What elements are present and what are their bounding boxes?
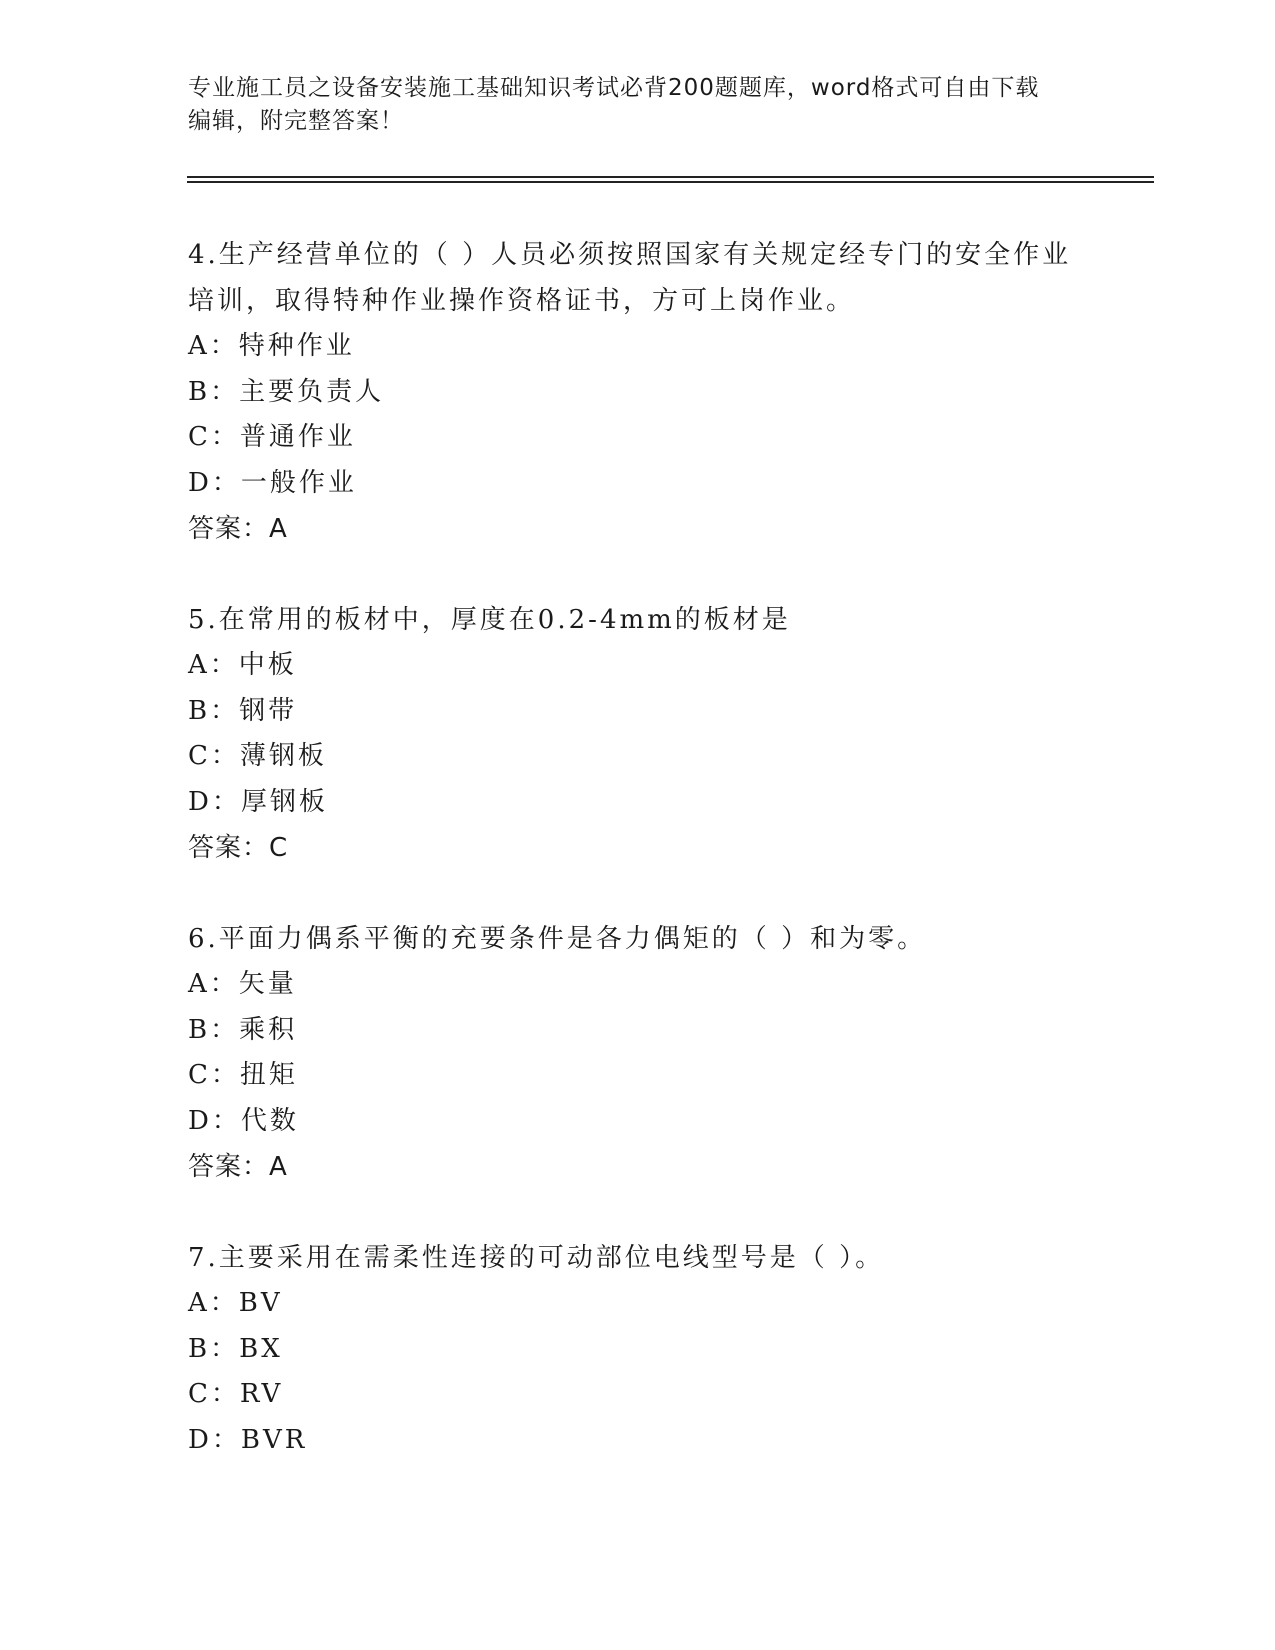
option-key: C：	[188, 1379, 240, 1409]
option-text: 扭矩	[239, 1060, 298, 1090]
option-list	[188, 1281, 1088, 1463]
option-key: D：	[188, 467, 241, 498]
option-text: 普通作业	[239, 422, 356, 452]
option-a	[188, 324, 1088, 370]
option-b	[188, 1327, 1088, 1373]
option-key: C：	[188, 422, 240, 452]
option-list	[188, 643, 1088, 825]
option-key: A：	[188, 969, 239, 999]
option-c	[188, 415, 1088, 461]
option-text: 中板	[238, 650, 297, 680]
option-text: 乘积	[239, 1014, 298, 1045]
question-spacer	[188, 871, 1088, 916]
option-c	[188, 1053, 1088, 1099]
option-key: A：	[188, 331, 239, 361]
option-key: C：	[188, 741, 240, 771]
option-key: B：	[188, 1014, 240, 1045]
document-header	[188, 72, 1088, 138]
header-title-line-2: 编辑，附完整答案！	[188, 108, 404, 134]
question-stem-line-1: 6.平面力偶系平衡的充要条件是各力偶矩的（ ）和为零。	[188, 924, 927, 954]
header-title-line-1: 专业施工员之设备安装施工基础知识考试必背200题题库，word格式可自由下载	[188, 75, 1040, 101]
option-a	[188, 1281, 1088, 1327]
question-stem-line-2: 培训，取得特种作业操作资格证书，方可上岗作业。	[188, 286, 856, 316]
question-list	[188, 232, 1088, 1463]
question-spacer	[188, 1190, 1088, 1235]
option-a	[188, 962, 1088, 1008]
question-stem-line-1: 5.在常用的板材中，厚度在0.2-4mm的板材是	[188, 605, 791, 635]
option-key: A：	[188, 1288, 239, 1318]
option-text: 薄钢板	[239, 741, 327, 771]
option-key: D：	[188, 1105, 241, 1136]
option-list	[188, 324, 1088, 506]
option-text: BVR	[240, 1424, 308, 1455]
question-spacer	[188, 552, 1088, 597]
option-text: 厚钢板	[240, 786, 328, 817]
option-d	[188, 1099, 1088, 1145]
option-text: 代数	[240, 1105, 299, 1136]
question-stem-line-1: 4.生产经营单位的（ ）人员必须按照国家有关规定经专门的安全作业	[188, 240, 1072, 270]
question-7	[188, 1235, 1088, 1463]
option-text: 主要负责人	[239, 376, 385, 407]
option-c	[188, 1372, 1088, 1418]
answer-label: 答案：C	[188, 833, 289, 863]
question-6	[188, 916, 1088, 1190]
option-b	[188, 689, 1088, 735]
option-c	[188, 734, 1088, 780]
option-key: D：	[188, 1424, 241, 1455]
option-text: 矢量	[238, 969, 297, 999]
option-list	[188, 962, 1088, 1144]
option-key: A：	[188, 650, 239, 680]
question-stem-line-1: 7.主要采用在需柔性连接的可动部位电线型号是（ ）。	[188, 1243, 885, 1273]
option-d	[188, 1418, 1088, 1464]
option-b	[188, 1008, 1088, 1054]
header-divider-bottom	[187, 181, 1154, 183]
option-key: B：	[188, 376, 240, 407]
answer-label: 答案：A	[188, 514, 288, 544]
option-b	[188, 370, 1088, 416]
option-key: D：	[188, 786, 241, 817]
option-d	[188, 461, 1088, 507]
question-4	[188, 232, 1088, 552]
option-text: RV	[239, 1379, 284, 1409]
option-key: B：	[188, 695, 240, 726]
option-a	[188, 643, 1088, 689]
header-divider-top	[187, 176, 1154, 178]
option-text: BV	[238, 1288, 283, 1318]
answer-label: 答案：A	[188, 1152, 288, 1182]
option-key: B：	[188, 1333, 240, 1364]
option-key: C：	[188, 1060, 240, 1090]
option-text: BX	[239, 1333, 283, 1364]
question-5	[188, 597, 1088, 871]
option-text: 钢带	[239, 695, 298, 726]
option-text: 一般作业	[240, 467, 357, 498]
option-text: 特种作业	[238, 331, 355, 361]
option-d	[188, 780, 1088, 826]
